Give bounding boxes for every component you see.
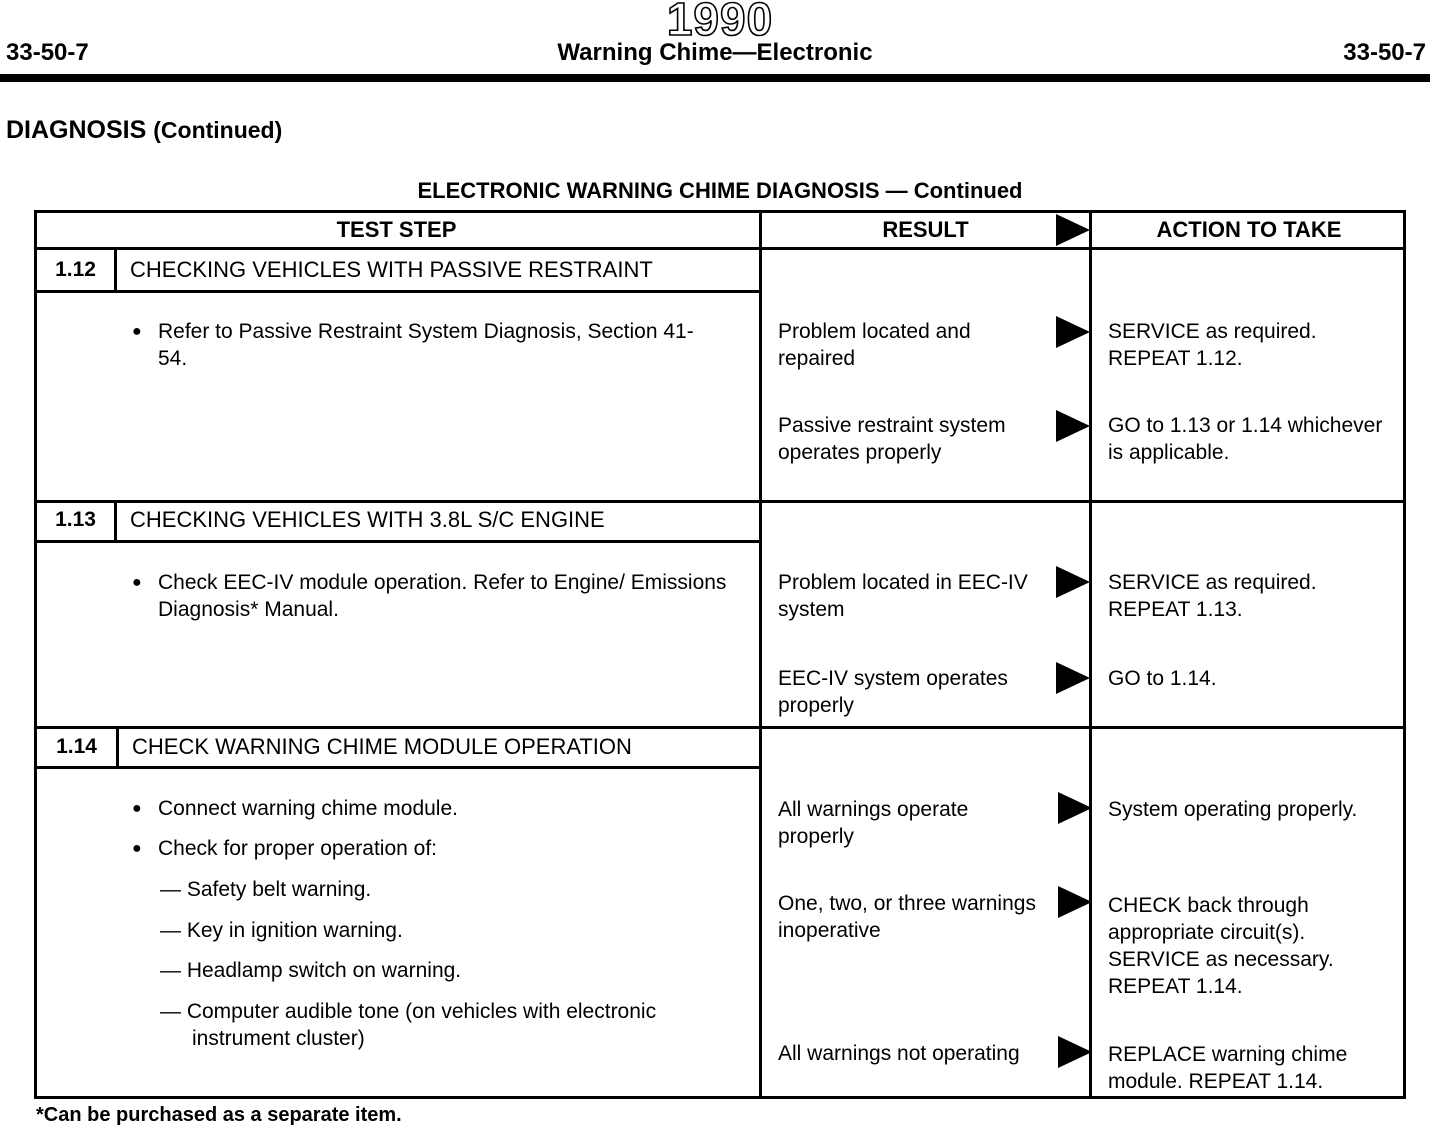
page-title: Warning Chime—Electronic (557, 39, 873, 66)
column-header-result: RESULT (882, 217, 969, 242)
step-number: 1.14 (56, 735, 97, 758)
action-text: CHECK back through appropriate circuit(s). SERVICE as necessary. REPEAT 1.14. (1108, 894, 1334, 998)
page-number-right: 33-50-7 (1343, 39, 1426, 66)
step-instruction: ● Check for proper operation of: (158, 835, 718, 862)
step-title: CHECKING VEHICLES WITH PASSIVE RESTRAINT (130, 257, 653, 282)
action-text: GO to 1.13 or 1.14 whichever is applicable. (1108, 414, 1383, 464)
sub-item: — Key in ignition warning. (160, 919, 403, 942)
arrow-icon (1056, 214, 1090, 246)
action-text: REPLACE warning chime module. REPEAT 1.14. (1108, 1043, 1348, 1093)
result-text: EEC-IV system operates properly (778, 667, 1008, 717)
year-label: 1990 (666, 0, 774, 45)
result-text: All warnings not operating (778, 1042, 1020, 1065)
column-divider-result (759, 210, 762, 1099)
step-instruction: ● Connect warning chime module. (158, 795, 718, 822)
section-title-text: DIAGNOSIS (6, 116, 147, 144)
result-text: Passive restraint system operates properly (778, 414, 1006, 464)
table-title: ELECTRONIC WARNING CHIME DIAGNOSIS — Continued (417, 178, 1023, 203)
step-title: CHECKING VEHICLES WITH 3.8L S/C ENGINE (130, 507, 605, 532)
arrow-icon (1058, 886, 1092, 918)
arrow-icon (1056, 662, 1090, 694)
footnote: *Can be purchased as a separate item. (36, 1104, 402, 1126)
arrow-icon (1058, 1036, 1092, 1068)
step-number-divider (114, 250, 117, 292)
column-header-test-step: TEST STEP (336, 217, 457, 242)
result-text: All warnings operate properly (778, 798, 969, 848)
sub-item: — Computer audible tone (on vehicles with electronic instrument cluster) (160, 1000, 657, 1050)
arrow-icon (1056, 410, 1090, 442)
result-text: Problem located in EEC-IV system (778, 571, 1028, 621)
step-number-divider (114, 503, 117, 541)
section-title-continued: (Continued) (153, 117, 283, 143)
step-number: 1.13 (55, 508, 96, 531)
step-instruction: ● Refer to Passive Restraint System Diagnosis, Section 41-54. (158, 318, 718, 372)
page-number-left: 33-50-7 (6, 39, 89, 66)
sub-item: — Safety belt warning. (160, 878, 372, 901)
result-text: Problem located and repaired (778, 320, 971, 370)
sub-item: — Headlamp switch on warning. (160, 959, 462, 982)
action-text: SERVICE as required. REPEAT 1.13. (1108, 571, 1317, 621)
step-number: 1.12 (55, 258, 96, 281)
column-header-action: ACTION TO TAKE (1156, 217, 1342, 242)
header-rule (0, 74, 1430, 82)
arrow-icon (1058, 792, 1092, 824)
step-title: CHECK WARNING CHIME MODULE OPERATION (132, 734, 632, 759)
section-title (6, 116, 282, 145)
action-text: SERVICE as required. REPEAT 1.12. (1108, 320, 1317, 370)
arrow-icon (1056, 566, 1090, 598)
result-text: One, two, or three warnings inoperative (778, 892, 1036, 942)
arrow-icon (1056, 316, 1090, 348)
step-number-divider (116, 729, 119, 767)
step-title-rule (34, 766, 762, 769)
step-title-rule (34, 290, 762, 293)
action-text: GO to 1.14. (1108, 667, 1217, 690)
step-title-rule (34, 540, 762, 543)
action-text: System operating properly. (1108, 798, 1358, 821)
step-instruction: ● Check EEC-IV module operation. Refer to Engine/ Emissions Diagnosis* Manual. (158, 569, 738, 623)
